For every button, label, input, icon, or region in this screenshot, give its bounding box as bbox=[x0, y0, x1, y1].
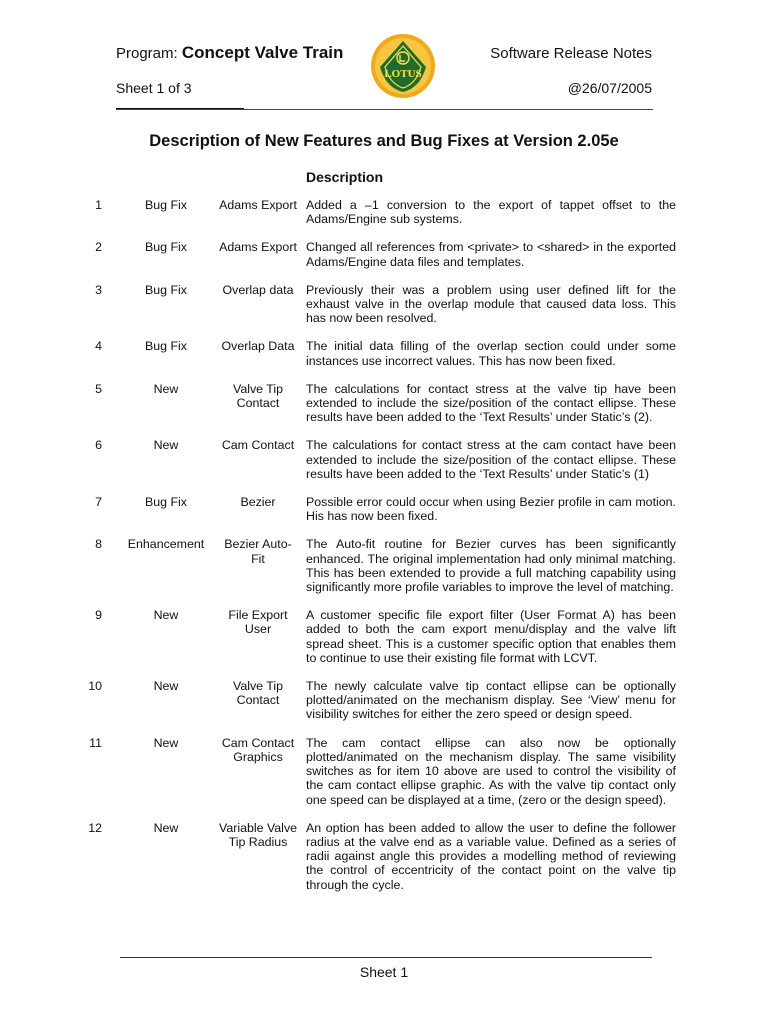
release-date: @26/07/2005 bbox=[567, 80, 652, 96]
lotus-logo bbox=[370, 33, 436, 99]
entry-area: Adams Export bbox=[219, 198, 297, 212]
entry-type: Bug Fix bbox=[144, 198, 187, 212]
entry-number: 12 bbox=[88, 820, 102, 835]
entry-type: New bbox=[153, 608, 179, 623]
entry-row bbox=[0, 679, 768, 722]
entry-description: Changed all references from <private> to <shared> in the exported Adams/Engine data files and templates. bbox=[306, 240, 676, 269]
entry-row bbox=[0, 240, 768, 268]
entry-number: 4 bbox=[95, 339, 102, 354]
entry-area: Bezier bbox=[240, 495, 276, 510]
release-notes-label: Software Release Notes bbox=[490, 45, 652, 62]
entry-number: 9 bbox=[95, 608, 102, 623]
entry-number: 11 bbox=[89, 735, 102, 750]
document-title: Description of New Features and Bug Fixes at Version 2.05e bbox=[149, 132, 619, 150]
entry-row bbox=[0, 198, 768, 226]
description-heading: Description bbox=[306, 169, 384, 185]
entry-row bbox=[0, 608, 768, 665]
entry-description: A customer specific file export filter (User Format A) has been added to both the cam export menu/display and the valve lift spread sheet. This is a customer specific option that enables them to continue to use their existing file format with LCVT. bbox=[306, 608, 676, 665]
entry-type: Bug Fix bbox=[144, 282, 187, 297]
entry-description: An option has been added to allow the user to define the follower radius at the valve end as a variable value. Defined as a series of radii against angle this provides a modelling method of reviewing the control of eccentricity of the contact point on the valve tip through the cycle. bbox=[306, 820, 676, 892]
entry-row bbox=[0, 339, 768, 367]
footer-rule bbox=[120, 957, 652, 958]
entry-description: Added a –1 conversion to the export of tappet offset to the Adams/Engine sub systems. bbox=[306, 198, 676, 227]
entry-description: Possible error could occur when using Bezier profile in cam motion. His has now been fixed. bbox=[306, 495, 676, 524]
entry-row bbox=[0, 382, 768, 425]
entry-description: The newly calculate valve tip contact ellipse can be optionally plotted/animated on the mechanism display. See ‘View’ menu for visibility switches for either the zero speed or design speed. bbox=[306, 679, 676, 722]
entry-description: The initial data filling of the overlap section could under some instances use incorrect values. This has now been fixed. bbox=[306, 339, 676, 368]
entry-type: Bug Fix bbox=[144, 339, 187, 354]
program-header bbox=[116, 43, 343, 63]
entry-type: New bbox=[153, 438, 179, 453]
entry-description: The calculations for contact stress at the valve tip have been extended to include the size/position of the contact ellipse. These results have been added to the ‘Text Results’ under Static’s (2). bbox=[306, 381, 676, 425]
entries-list bbox=[0, 198, 768, 906]
entry-area: Overlap data bbox=[222, 282, 294, 297]
entry-row bbox=[0, 438, 768, 481]
entry-number: 6 bbox=[95, 438, 102, 453]
entry-row bbox=[0, 495, 768, 523]
entry-area: Cam Contact bbox=[221, 438, 295, 453]
entry-type: Bug Fix bbox=[144, 240, 187, 255]
entry-row bbox=[0, 537, 768, 594]
header-rule bbox=[116, 109, 653, 110]
entry-row bbox=[0, 283, 768, 326]
entry-type: New bbox=[153, 735, 179, 750]
entry-row bbox=[0, 821, 768, 892]
program-label: Program: bbox=[116, 45, 178, 62]
entry-area: Cam Contact Graphics bbox=[221, 735, 295, 764]
program-name: Concept Valve Train bbox=[181, 43, 344, 62]
entry-row bbox=[0, 736, 768, 807]
entry-description: The calculations for contact stress at the cam contact have been extended to include the size/position of the contact ellipse. These results have been added to the ‘Text Results’ under Static’s (1) bbox=[306, 438, 676, 481]
entry-type: New bbox=[153, 820, 179, 835]
entry-area: File Export User bbox=[228, 608, 288, 637]
entry-description: The cam contact ellipse can also now be optionally plotted/animated on the mechanism display. The same visibility switches as for item 10 above are used to control the visibility of the cam contact ellipse graphic. As with the valve tip contact only one speed can be displayed at a time, (zero or the design speed). bbox=[306, 735, 676, 807]
entry-area: Valve Tip Contact bbox=[232, 381, 284, 411]
entry-area: Adams Export bbox=[219, 240, 297, 255]
entry-type: New bbox=[153, 679, 179, 694]
entry-description: Previously their was a problem using user defined lift for the exhaust valve in the overlap module that caused data loss. This has now been resolved. bbox=[306, 282, 676, 326]
entry-type: Enhancement bbox=[127, 537, 205, 552]
entry-area: Bezier Auto-Fit bbox=[224, 537, 292, 566]
entry-description: The Auto-fit routine for Bezier curves has been significantly enhanced. The original implementation had only minimal matching. This has been extended to provide a full matching capability using significantly more profile variables to improve the level of matching. bbox=[306, 537, 676, 595]
entry-area: Variable Valve Tip Radius bbox=[218, 820, 298, 849]
logo-text: LOTUS bbox=[384, 68, 422, 80]
entry-number: 2 bbox=[95, 240, 102, 255]
entry-number: 3 bbox=[95, 282, 102, 297]
entry-area: Overlap Data bbox=[221, 339, 295, 354]
sheet-count: Sheet 1 of 3 bbox=[116, 80, 192, 96]
entry-number: 1 bbox=[95, 198, 102, 212]
entry-number: 8 bbox=[95, 537, 102, 552]
entry-number: 10 bbox=[88, 679, 102, 694]
entry-number: 5 bbox=[95, 381, 102, 396]
entry-type: New bbox=[153, 381, 179, 396]
footer-sheet: Sheet 1 bbox=[359, 964, 409, 980]
entry-number: 7 bbox=[95, 495, 102, 510]
entry-type: Bug Fix bbox=[144, 495, 187, 510]
entry-area: Valve Tip Contact bbox=[232, 679, 284, 708]
